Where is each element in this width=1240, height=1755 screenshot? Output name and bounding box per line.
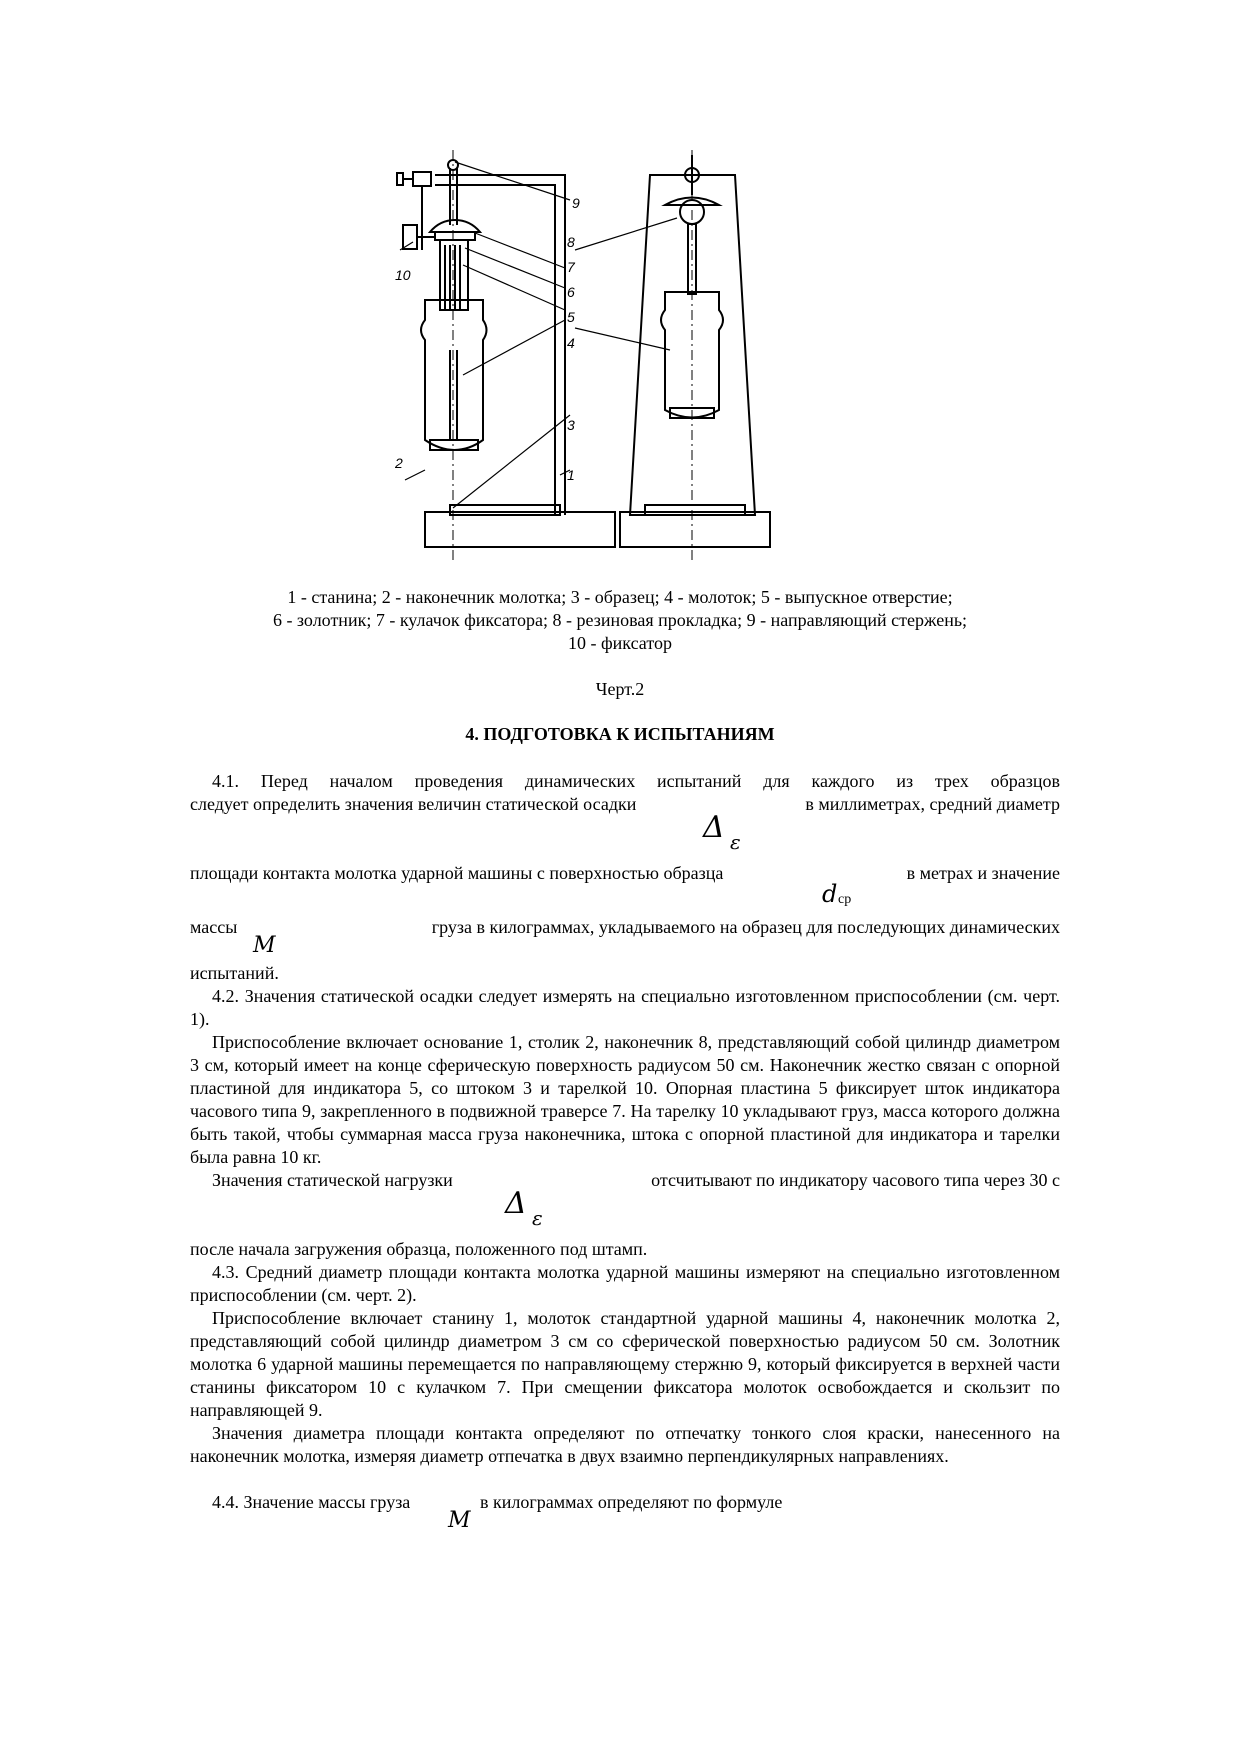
p41-line-2 bbox=[190, 793, 1060, 816]
caption-line-2: 6 - золотник; 7 - кулачок фиксатора; 8 - резиновая прокладка; 9 - направляющий стержень; bbox=[272, 610, 968, 630]
p41-line-4-part-a: массы bbox=[190, 917, 238, 937]
delta-symbol: Δ bbox=[703, 810, 725, 845]
label-3: 3 bbox=[567, 417, 575, 433]
epsilon-subscript: ε bbox=[730, 830, 741, 854]
p42c-line bbox=[190, 1169, 1060, 1192]
paragraph-4-2: 4.2. Значения статической осадки следует измерять на специально изготовленном приспособлении (см. черт. 1). bbox=[190, 986, 1060, 1029]
label-2: 2 bbox=[395, 455, 403, 471]
p41-line-5: испытаний. bbox=[190, 963, 279, 983]
p41-line-3-part-a: площади контакта молотка ударной машины с поверхностью образца bbox=[190, 863, 724, 883]
caption-line-3: 10 - фиксатор bbox=[568, 633, 672, 653]
label-1: 1 bbox=[567, 467, 575, 483]
section-heading: 4. ПОДГОТОВКА К ИСПЫТАНИЯМ bbox=[465, 724, 775, 744]
paragraph-4-2-description: Приспособление включает основание 1, столик 2, наконечник 8, представляющий собой цилиндр диаметром 3 см, который имеет на конце сферическую поверхность радиусом 50 см. Наконечник жестко связан с опорной пластиной для индикатора 5, со штоком 3 и тарелкой 10. Опорная пластина 5 фиксирует шток индикатора часового типа 9, закрепленного в подвижной траверсе 7. На тарелку 10 укладывают груз, масса которого должна быть такой, чтобы суммарная масса груза наконечника, штока с опорной пластиной для индикатора и тарелки была равна 10 кг. bbox=[190, 1032, 1060, 1167]
p41-line-2-part-a: следует определить значения величин статической осадки bbox=[190, 794, 637, 814]
p41-line-4 bbox=[190, 916, 1060, 939]
d-subscript: ср bbox=[838, 892, 852, 907]
p44-line bbox=[190, 1491, 1060, 1514]
p41-line-4-part-b: груза в килограммах, укладываемого на образец для последующих динамических bbox=[431, 917, 1060, 937]
p41-line-2-part-b: в миллиметрах, средний диаметр bbox=[805, 794, 1060, 814]
epsilon-subscript-2: ε bbox=[532, 1206, 543, 1230]
label-9: 9 bbox=[572, 195, 580, 211]
p41-line-1: 4.1. Перед началом проведения динамических испытаний для каждого из трех образцов bbox=[212, 771, 1060, 791]
label-10: 10 bbox=[395, 267, 411, 283]
label-7: 7 bbox=[567, 259, 575, 275]
label-6: 6 bbox=[567, 284, 575, 300]
p42c-end: после начала загружения образца, положенного под штамп. bbox=[190, 1239, 648, 1259]
p44-part-a: 4.4. Значение массы груза bbox=[212, 1492, 411, 1512]
label-4: 4 bbox=[567, 335, 575, 351]
label-8: 8 bbox=[567, 234, 575, 250]
paragraph-4-3-measure: Значения диаметра площади контакта определяют по отпечатку тонкого слоя краски, нанесенного на наконечник молотка, измеряя диаметр отпечатка в двух взаимно перпендикулярных направлениях. bbox=[190, 1423, 1060, 1466]
m-symbol: M bbox=[253, 933, 276, 958]
p42c-part-b: отсчитывают по индикатору часового типа через 30 с bbox=[651, 1170, 1060, 1190]
caption-line-1: 1 - станина; 2 - наконечник молотка; 3 - образец; 4 - молоток; 5 - выпускное отверстие; bbox=[287, 587, 953, 607]
apparatus-drawing bbox=[395, 150, 855, 560]
p42c-part-a: Значения статической нагрузки bbox=[212, 1170, 453, 1190]
chart-label: Черт.2 bbox=[595, 679, 645, 699]
paragraph-4-3-description: Приспособление включает станину 1, молоток стандартной ударной машины 4, наконечник молотка 2, представляющий собой цилиндр диаметром 3 см со сферической поверхностью радиусом 50 см. Золотник молотка 6 ударной машины перемещается по направляющему стержню 9, который фиксируется в верхней части станины фиксатором 10 с кулачком 7. При смещении фиксатора молоток освобождается и скользит по направляющей 9. bbox=[190, 1308, 1060, 1420]
d-symbol: d bbox=[822, 880, 838, 908]
p44-part-b: в килограммах определяют по формуле bbox=[480, 1492, 783, 1512]
p41-line-3-part-b: в метрах и значение bbox=[906, 863, 1060, 883]
p41-line-3 bbox=[190, 862, 1060, 885]
paragraph-4-3: 4.3. Средний диаметр площади контакта молотка ударной машины измеряют на специально изготовленном приспособлении (см. черт. 2). bbox=[190, 1262, 1060, 1305]
label-5: 5 bbox=[567, 309, 575, 325]
m-symbol-2: M bbox=[448, 1508, 471, 1533]
delta-symbol-2: Δ bbox=[505, 1186, 527, 1221]
